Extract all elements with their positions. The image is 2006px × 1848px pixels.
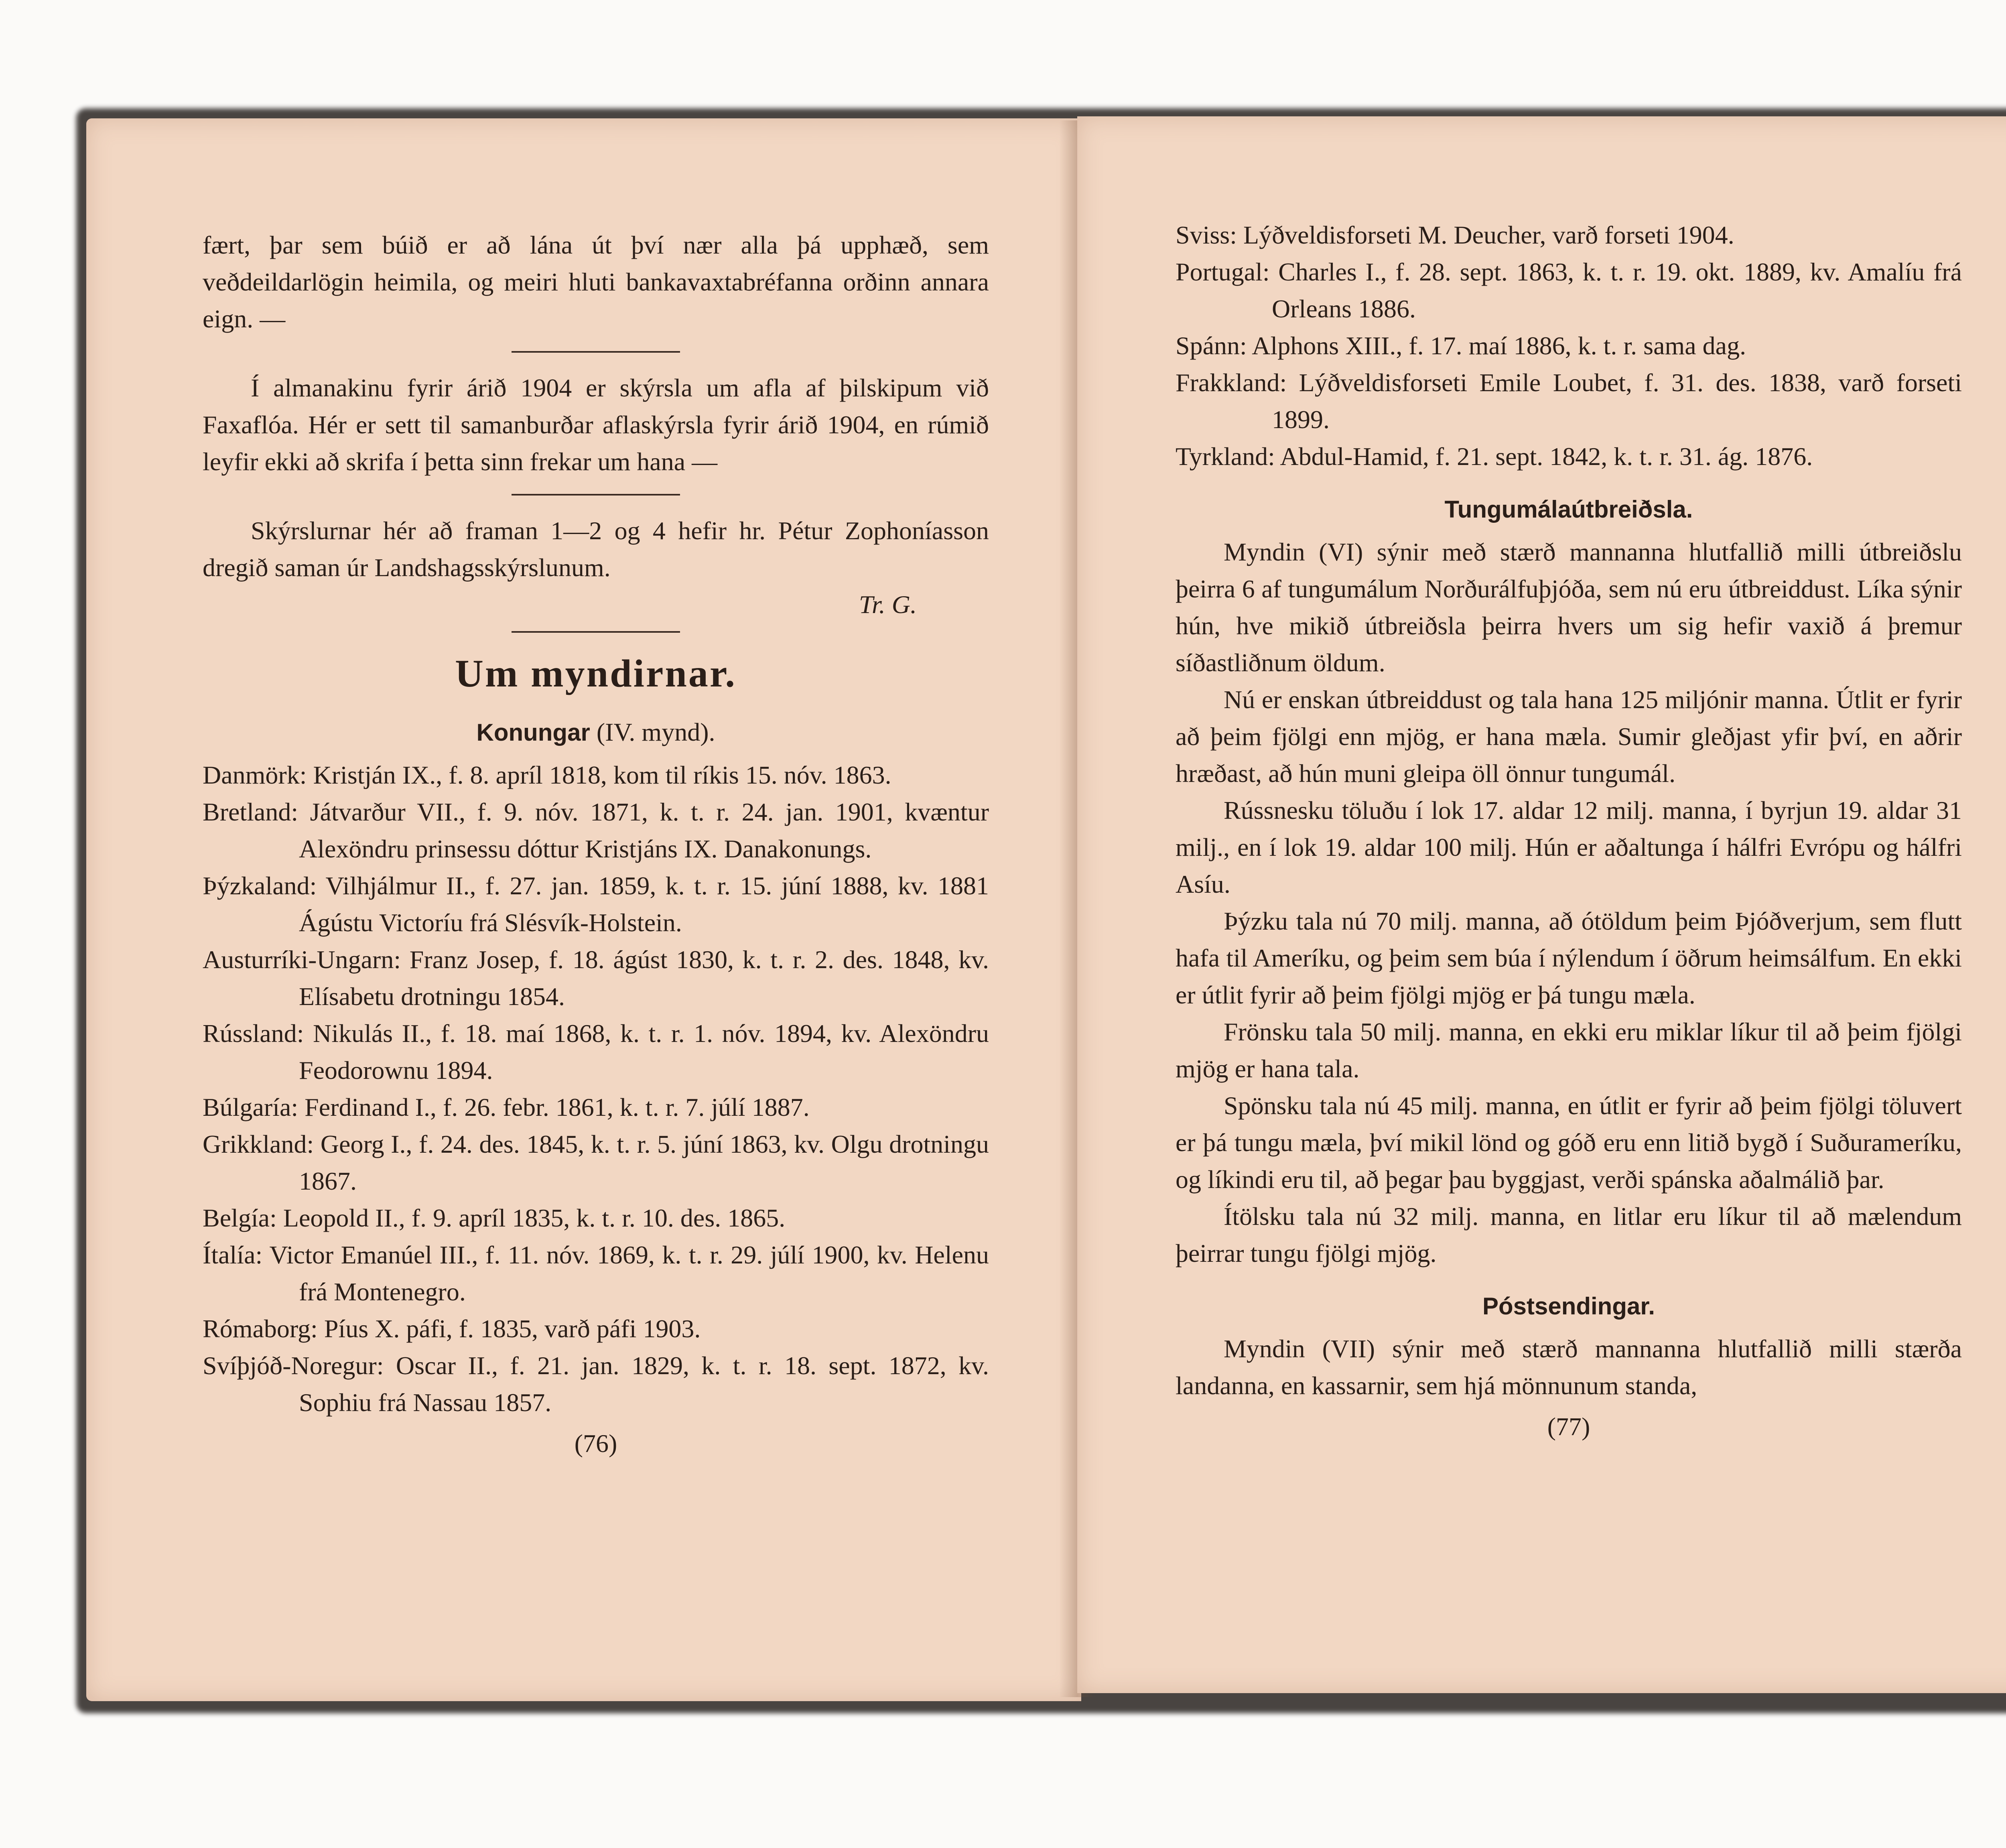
entry-country: Ítalía: [203,1241,263,1269]
page-number-right: (77) [1547,1412,1590,1441]
subheading-rest: (IV. mynd). [590,718,715,746]
entry-text: Kristján IX., f. 8. apríl 1818, kom til ríkis 15. nóv. 1863. [307,761,891,789]
left-paragraph-3: Skýrslurnar hér að framan 1—2 og 4 hefir hr. Pétur Zophoníasson dregið saman úr Landshagsskýrslunum. [203,516,989,582]
body-paragraph: Frönsku tala 50 milj. manna, en ekki eru miklar líkur til að þeim fjölgi mjög er hana tala. [1176,1017,1962,1083]
page-number-left: (76) [574,1429,617,1458]
entry-country: Spánn: [1176,331,1247,360]
entry-text: Játvarður VII., f. 9. nóv. 1871, k. t. r. 24. jan. 1901, kvæntur Alexöndru prinsessu dóttur Kristjáns IX. Danakonungs. [298,798,989,863]
language-paragraphs [1176,534,1962,1272]
entry-item [203,1015,989,1089]
body-paragraph: Ítölsku tala nú 32 milj. manna, en litlar eru líkur til að mælendum þeirrar tungu fjölgi mjög. [1176,1202,1962,1267]
right-text-column [1176,217,1962,1445]
body-paragraph: Þýzku tala nú 70 milj. manna, að ótöldum þeim Þjóðverjum, sem flutt hafa til Ameríku, og þeim sem búa í nýlendum í öðrum heimsálfum. En ekki er útlit fyrir að þeim fjölgi mjög er þá tungu mæla. [1176,907,1962,1009]
entry-item [1176,254,1962,327]
entry-country: Frakkland: [1176,368,1287,397]
section-rule [512,631,680,633]
left-paragraph-1: fært, þar sem búið er að lána út því nær alla þá upphæð, sem veðdeildarlögin heimila, og meiri hluti bankavaxtabréfanna orðinn annara eign. — [203,231,989,333]
left-text-column [203,227,989,1462]
entry-country: Portugal: [1176,258,1270,286]
entry-country: Danmörk: [203,761,307,789]
entry-item [1176,364,1962,438]
right-page [1077,116,2006,1693]
subheading-bold: Konungar [476,719,590,746]
entry-item [203,757,989,794]
entry-text: Nikulás II., f. 18. maí 1868, k. t. r. 1. nóv. 1894, kv. Alexöndru Feodorownu 1894. [299,1019,989,1084]
entry-item [203,794,989,867]
entry-country: Bretland: [203,798,298,826]
entry-country: Sviss: [1176,221,1237,249]
entry-text: Franz Josep, f. 18. ágúst 1830, k. t. r. 2. des. 1848, kv. Elísabetu drotningu 1854. [299,945,989,1011]
signature: Tr. G. [859,590,917,619]
left-paragraph-2: Í almanakinu fyrir árið 1904 er skýrsla um afla af þilskipum við Faxaflóa. Hér er sett til samanburðar aflaskýrsla fyrir árið 1904, en rúmið leyfir ekki að skrifa í þetta sinn frekar um hana — [203,374,989,476]
entry-item [1176,217,1962,254]
entry-text: Abdul-Hamid, f. 21. sept. 1842, k. t. r. 31. ág. 1876. [1275,442,1813,471]
entry-text: Leopold II., f. 9. apríl 1835, k. t. r. 10. des. 1865. [276,1204,786,1232]
entry-text: Lýðveldisforseti M. Deucher, varð forseti 1904. [1236,221,1734,249]
heading-language-spread: Tungumálaútbreiðsla. [1444,496,1693,523]
entry-item [203,1089,989,1126]
subheading [203,714,989,751]
monarch-list [203,757,989,1421]
entry-item [203,1200,989,1237]
entry-item [203,1237,989,1310]
entry-country: Rómaborg: [203,1314,318,1343]
entry-text: Ferdinand I., f. 26. febr. 1861, k. t. r. 7. júlí 1887. [298,1093,810,1121]
short-rule [512,351,680,353]
entry-item [203,941,989,1015]
heading-postal: Póstsendingar. [1482,1293,1655,1320]
entry-country: Svíþjóð-Noregur: [203,1351,384,1380]
short-rule [512,494,680,496]
entry-item [203,1347,989,1421]
body-paragraph: Nú er enskan útbreiddust og tala hana 125 miljónir manna. Útlit er fyrir að þeim fjölgi enn mjög, er hana mæla. Sumir gleðjast yfir því, en aðrir hræðast, að hún muni gleipa öll önnur tungumál. [1176,685,1962,788]
entry-country: Rússland: [203,1019,304,1048]
entry-text: Georg I., f. 24. des. 1845, k. t. r. 5. júní 1863, kv. Olgu drotningu 1867. [299,1130,989,1195]
entry-country: Austurríki-Ungarn: [203,945,401,974]
entry-text: Píus X. páfi, f. 1835, varð páfi 1903. [317,1314,701,1343]
entry-country: Belgía: [203,1204,277,1232]
body-paragraph: Rússnesku töluðu í lok 17. aldar 12 milj. manna, í byrjun 19. aldar 31 milj., en í lok 19. aldar 100 milj. Hún er aðaltunga í hálfri Evrópu og hálfri Asíu. [1176,796,1962,898]
left-page [86,118,1081,1701]
entry-country: Grikkland: [203,1130,314,1158]
entry-country: Búlgaría: [203,1093,298,1121]
head-of-state-list [1176,217,1962,475]
entry-item [203,1126,989,1200]
entry-item [1176,438,1962,475]
body-paragraph: Myndin (VI) sýnir með stærð mannanna hlutfallið milli útbreiðslu þeirra 6 af tungumálum Norðurálfuþjóða, sem nú eru útbreiddust. Líka sýnir hún, hve mikið útbreiðsla þeirra hvers um sig hefir vaxið á þremur síðastliðnum öldum. [1176,538,1962,677]
section-heading: Um myndirnar. [455,652,737,695]
postal-paragraphs [1176,1330,1962,1404]
entry-text: Charles I., f. 28. sept. 1863, k. t. r. 19. okt. 1889, kv. Amalíu frá Orleans 1886. [1269,258,1962,323]
entry-text: Oscar II., f. 21. jan. 1829, k. t. r. 18. sept. 1872, kv. Sophiu frá Nassau 1857. [299,1351,989,1417]
entry-country: Þýzkaland: [203,871,317,900]
entry-text: Alphons XIII., f. 17. maí 1886, k. t. r. sama dag. [1247,331,1746,360]
body-paragraph: Myndin (VII) sýnir með stærð mannanna hlutfallið milli stærða landanna, en kassarnir, sem hjá mönnunum standa, [1176,1334,1962,1400]
body-paragraph: Spönsku tala nú 45 milj. manna, en útlit er fyrir að þeim fjölgi töluvert er þá tungu mæla, því mikil lönd og góð eru enn litið bygð í Suðurameríku, og líkindi eru til, að þegar þau byggjast, verði spánska aðalmálið þar. [1176,1091,1962,1194]
entry-text: Lýðveldisforseti Emile Loubet, f. 31. des. 1838, varð forseti 1899. [1272,368,1962,434]
entry-item [203,1310,989,1347]
entry-country: Tyrkland: [1176,442,1275,471]
entry-item [203,867,989,941]
entry-text: Victor Emanúel III., f. 11. nóv. 1869, k. t. r. 29. júlí 1900, kv. Helenu frá Montenegro. [262,1241,989,1306]
entry-text: Vilhjálmur II., f. 27. jan. 1859, k. t. r. 15. júní 1888, kv. 1881 Ágústu Victoríu frá Slésvík-Holstein. [299,871,989,937]
entry-item [1176,327,1962,364]
